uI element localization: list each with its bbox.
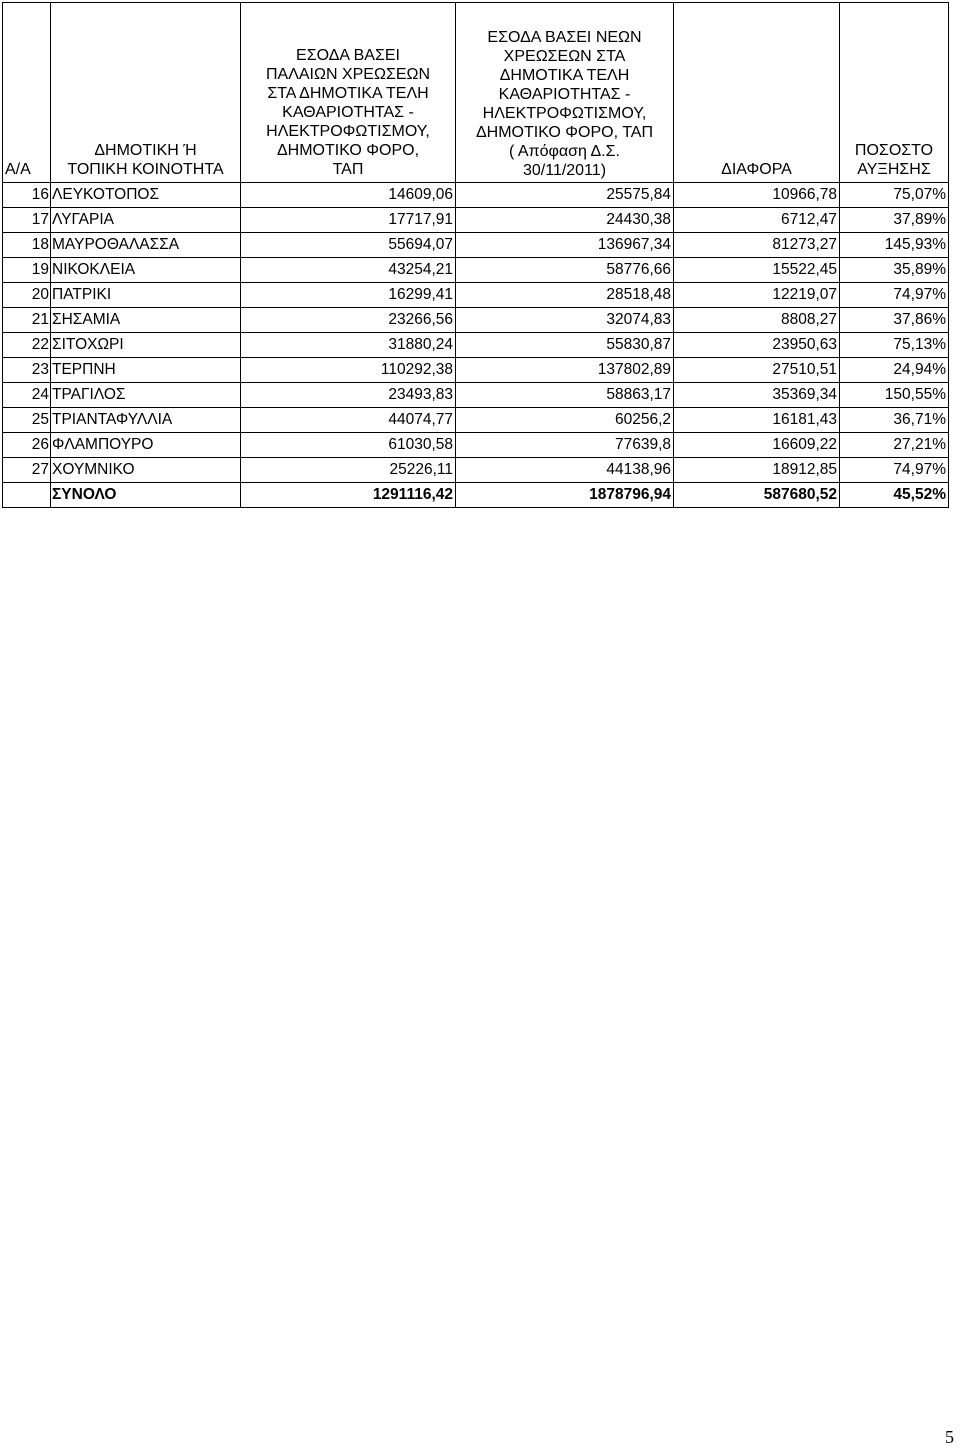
table-row (3, 283, 949, 308)
row-difference: 16181,43 (674, 408, 840, 433)
total-increase-percent: 45,52% (840, 483, 949, 508)
table-row (3, 383, 949, 408)
row-increase-percent: 37,86% (840, 308, 949, 333)
row-increase-percent: 36,71% (840, 408, 949, 433)
row-old-revenue: 17717,91 (241, 208, 456, 233)
row-increase-percent: 24,94% (840, 358, 949, 383)
row-new-revenue: 28518,48 (456, 283, 674, 308)
row-increase-percent: 75,07% (840, 183, 949, 208)
table-row (3, 433, 949, 458)
row-community: ΝΙΚΟΚΛΕΙΑ (51, 258, 241, 283)
table-row (3, 208, 949, 233)
table-row (3, 408, 949, 433)
row-community: ΦΛΑΜΠΟΥΡΟ (51, 433, 241, 458)
row-community: ΜΑΥΡΟΘΑΛΑΣΣΑ (51, 233, 241, 258)
row-aa: 16 (3, 183, 51, 208)
header-new-line: ΔΗΜΟΤΙΚΟ ΦΟΡΟ, ΤΑΠ (475, 124, 654, 141)
row-aa: 26 (3, 433, 51, 458)
header-new-line: ΔΗΜΟΤΙΚΑ ΤΕΛΗ (499, 67, 630, 84)
table-row (3, 333, 949, 358)
row-increase-percent: 37,89% (840, 208, 949, 233)
header-new-line: ΕΣΟΔΑ ΒΑΣΕΙ ΝΕΩΝ (487, 29, 642, 46)
total-old-revenue: 1291116,42 (241, 483, 456, 508)
table-row (3, 233, 949, 258)
header-new-line: 30/11/2011) (522, 162, 607, 179)
row-aa: 18 (3, 233, 51, 258)
table-row (3, 183, 949, 208)
header-pct-line: ΠΟΣΟΣΤΟ (854, 142, 934, 159)
row-increase-percent: 150,55% (840, 383, 949, 408)
row-aa: 19 (3, 258, 51, 283)
header-old-line: ΗΛΕΚΤΡΟΦΩΤΙΣΜΟΥ, (266, 123, 430, 140)
row-community: ΤΡΙΑΝΤΑΦΥΛΛΙΑ (51, 408, 241, 433)
row-aa: 25 (3, 408, 51, 433)
header-old-line: ΔΗΜΟΤΙΚΟ ΦΟΡΟ, (276, 142, 420, 159)
row-old-revenue: 16299,41 (241, 283, 456, 308)
row-new-revenue: 137802,89 (456, 358, 674, 383)
row-aa: 20 (3, 283, 51, 308)
row-new-revenue: 32074,83 (456, 308, 674, 333)
header-old-line: ΠΑΛΑΙΩΝ ΧΡΕΩΣΕΩΝ (265, 66, 431, 83)
header-new-revenue (456, 3, 674, 183)
row-old-revenue: 55694,07 (241, 233, 456, 258)
row-community: ΤΕΡΠΝΗ (51, 358, 241, 383)
row-new-revenue: 60256,2 (456, 408, 674, 433)
row-community: ΣΗΣΑΜΙΑ (51, 308, 241, 333)
row-new-revenue: 25575,84 (456, 183, 674, 208)
row-old-revenue: 31880,24 (241, 333, 456, 358)
row-difference: 18912,85 (674, 458, 840, 483)
row-difference: 35369,34 (674, 383, 840, 408)
total-label: ΣΥΝΟΛΟ (51, 483, 241, 508)
row-old-revenue: 23493,83 (241, 383, 456, 408)
table-row (3, 358, 949, 383)
row-increase-percent: 27,21% (840, 433, 949, 458)
row-old-revenue: 14609,06 (241, 183, 456, 208)
row-new-revenue: 55830,87 (456, 333, 674, 358)
header-old-revenue (241, 3, 456, 183)
header-new-line: ΧΡΕΩΣΕΩΝ ΣΤΑ (503, 48, 626, 65)
row-old-revenue: 61030,58 (241, 433, 456, 458)
row-difference: 81273,27 (674, 233, 840, 258)
row-new-revenue: 58863,17 (456, 383, 674, 408)
row-difference: 15522,45 (674, 258, 840, 283)
row-difference: 23950,63 (674, 333, 840, 358)
row-difference: 6712,47 (674, 208, 840, 233)
row-increase-percent: 74,97% (840, 283, 949, 308)
municipal-revenue-table (2, 2, 949, 508)
row-increase-percent: 74,97% (840, 458, 949, 483)
header-community-line: ΤΟΠΙΚΗ ΚΟΙΝΟΤΗΤΑ (67, 161, 224, 178)
header-new-line: ΗΛΕΚΤΡΟΦΩΤΙΣΜΟΥ, (482, 105, 647, 122)
page-number: 5 (945, 1427, 954, 1447)
table-row (3, 458, 949, 483)
total-new-revenue: 1878796,94 (456, 483, 674, 508)
row-difference: 10966,78 (674, 183, 840, 208)
header-new-line: ( Απόφαση Δ.Σ. (509, 143, 620, 160)
row-community: ΛΕΥΚΟΤΟΠΟΣ (51, 183, 241, 208)
header-old-line: ΣΤΑ ΔΗΜΟΤΙΚΑ ΤΕΛΗ (267, 85, 429, 102)
header-aa: Α/Α (3, 3, 51, 183)
row-new-revenue: 58776,66 (456, 258, 674, 283)
row-old-revenue: 43254,21 (241, 258, 456, 283)
header-old-line: ΕΣΟΔΑ ΒΑΣΕΙ (296, 47, 400, 64)
total-aa-empty (3, 483, 51, 508)
row-aa: 17 (3, 208, 51, 233)
row-aa: 22 (3, 333, 51, 358)
header-row (3, 3, 949, 183)
row-new-revenue: 24430,38 (456, 208, 674, 233)
row-community: ΤΡΑΓΙΛΟΣ (51, 383, 241, 408)
row-new-revenue: 44138,96 (456, 458, 674, 483)
header-difference: ΔΙΑΦΟΡΑ (674, 3, 840, 183)
row-old-revenue: 25226,11 (241, 458, 456, 483)
row-new-revenue: 77639,8 (456, 433, 674, 458)
total-difference: 587680,52 (674, 483, 840, 508)
row-aa: 24 (3, 383, 51, 408)
header-new-line: ΚΑΘΑΡΙΟΤΗΤΑΣ - (498, 86, 631, 103)
total-row (3, 483, 949, 508)
row-old-revenue: 44074,77 (241, 408, 456, 433)
row-new-revenue: 136967,34 (456, 233, 674, 258)
row-aa: 21 (3, 308, 51, 333)
row-increase-percent: 145,93% (840, 233, 949, 258)
row-community: ΣΙΤΟΧΩΡΙ (51, 333, 241, 358)
row-community: ΧΟΥΜΝΙΚΟ (51, 458, 241, 483)
row-old-revenue: 23266,56 (241, 308, 456, 333)
header-increase-percent (840, 3, 949, 183)
row-aa: 23 (3, 358, 51, 383)
header-community-line: ΔΗΜΟΤΙΚΗ Ή (94, 142, 197, 159)
header-pct-line: ΑΥΞΗΣΗΣ (857, 161, 931, 178)
table-row (3, 258, 949, 283)
row-difference: 27510,51 (674, 358, 840, 383)
table-row (3, 308, 949, 333)
row-difference: 8808,27 (674, 308, 840, 333)
row-increase-percent: 35,89% (840, 258, 949, 283)
header-old-line: ΤΑΠ (332, 161, 364, 178)
header-community (51, 3, 241, 183)
row-increase-percent: 75,13% (840, 333, 949, 358)
row-old-revenue: 110292,38 (241, 358, 456, 383)
row-aa: 27 (3, 458, 51, 483)
row-difference: 12219,07 (674, 283, 840, 308)
row-community: ΛΥΓΑΡΙΑ (51, 208, 241, 233)
header-old-line: ΚΑΘΑΡΙΟΤΗΤΑΣ - (282, 104, 414, 121)
row-difference: 16609,22 (674, 433, 840, 458)
row-community: ΠΑΤΡΙΚΙ (51, 283, 241, 308)
